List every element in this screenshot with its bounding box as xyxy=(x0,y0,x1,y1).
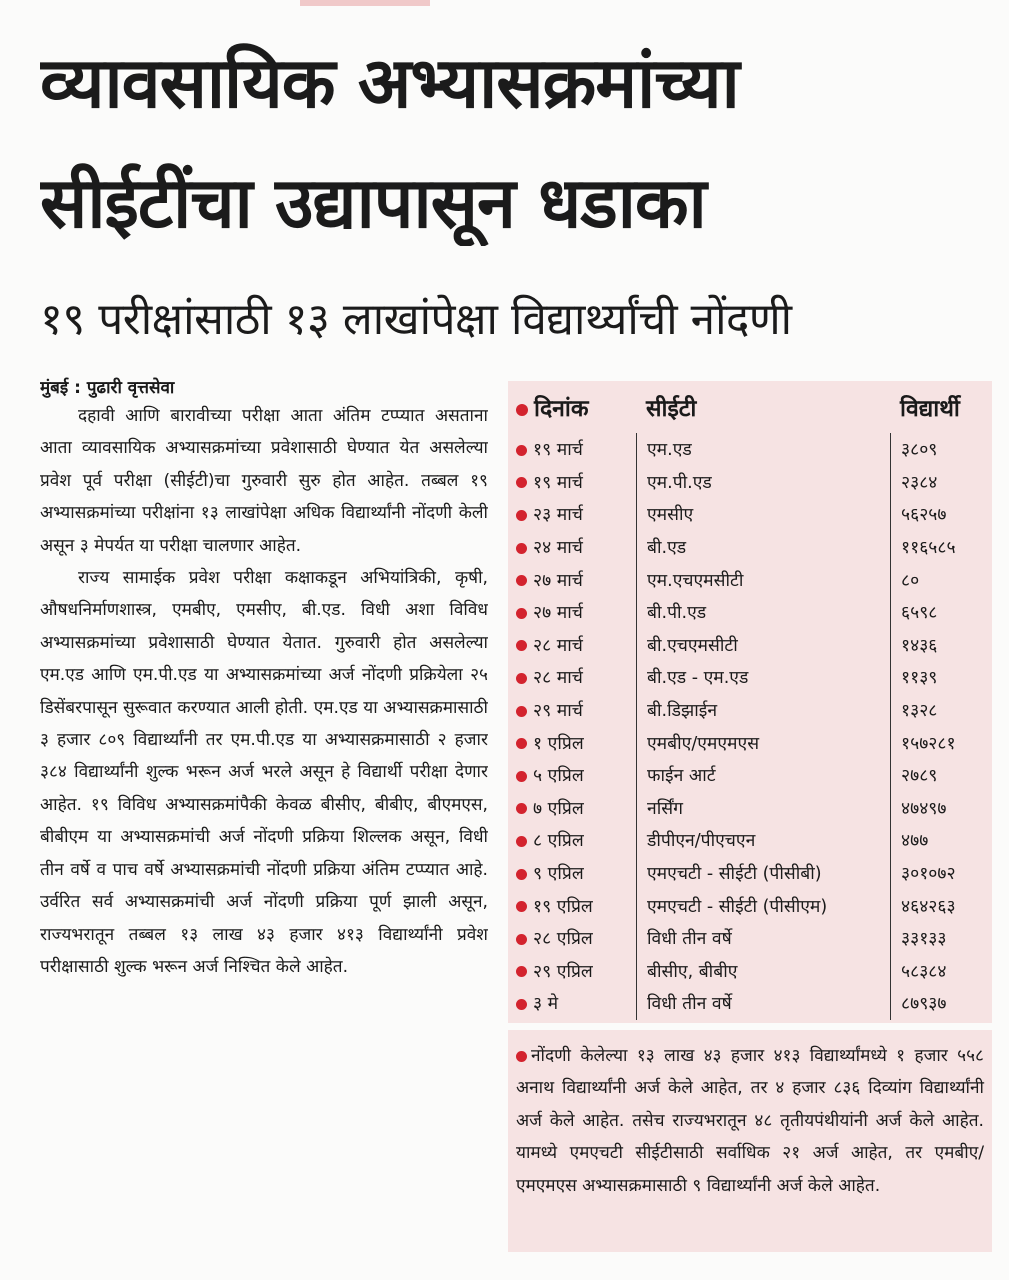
table-row xyxy=(508,661,992,694)
header-students: विद्यार्थी xyxy=(900,396,960,422)
row-students: ३८०९ xyxy=(901,440,938,461)
date-cell xyxy=(508,828,636,852)
cet-cell xyxy=(636,824,890,857)
row-date: २७ मार्च xyxy=(533,570,583,591)
row-cet: डीपीएन/पीएचएन xyxy=(647,831,756,852)
bullet-icon xyxy=(516,640,527,651)
cet-cell xyxy=(636,792,890,825)
table-row xyxy=(508,596,992,629)
row-cet: एम.एचएमसीटी xyxy=(647,570,744,591)
date-cell xyxy=(508,763,636,787)
row-date: २७ मार्च xyxy=(533,603,583,624)
cet-cell xyxy=(636,759,890,792)
students-cell xyxy=(890,563,992,596)
row-students: ८० xyxy=(901,570,920,591)
header-cet: सीईटी xyxy=(646,396,697,422)
row-students: ४७४९७ xyxy=(901,798,947,819)
bullet-icon xyxy=(516,404,528,416)
row-cet: विधी तीन वर्षे xyxy=(647,929,732,950)
bullet-icon xyxy=(516,771,527,782)
row-cet: बी.एड - एम.एड xyxy=(647,668,749,689)
row-students: ८७९३७ xyxy=(901,994,947,1015)
row-students: १४३६ xyxy=(901,635,938,656)
row-cet: एम.पी.एड xyxy=(647,472,712,493)
bullet-icon xyxy=(516,510,527,521)
bullet-icon xyxy=(516,901,527,912)
date-cell xyxy=(508,665,636,689)
table-row xyxy=(508,563,992,596)
students-cell xyxy=(890,629,992,662)
cet-schedule-table xyxy=(508,381,992,1023)
cet-cell xyxy=(636,433,890,466)
article-paragraph-2: राज्य सामाईक प्रवेश परीक्षा कक्षाकडून अभियांत्रिकी, कृषी, औषधनिर्माणशास्त्र, एमबीए, एमसीए, बी.एड. विधी अशा विविध अभ्यासक्रमांच्या प्रवेशासाठी घेण्यात येतात. गुरुवारी होत असलेल्या एम.एड आणि एम.पी.एड या अभ्यासक्रमांच्या अर्ज नोंदणी प्रक्रियेला २५ डिसेंबरपासून सुरूवात करण्यात आली होती. एम.एड या अभ्यासक्रमासाठी ३ हजार ८०९ विद्यार्थ्यांनी तर एम.पी.एड या अभ्यासक्रमासाठी २ हजार ३८४ विद्यार्थ्यांनी शुल्क भरून अर्ज भरले असून हे विद्यार्थी परीक्षा देणार आहेत. १९ विविध अभ्यासक्रमांपैकी केवळ बीसीए, बीबीए, बीएमएस, बीबीएम या अभ्यासक्रमांची अर्ज नोंदणी प्रक्रिया शिल्लक असून, विधी तीन वर्षे व पाच वर्षे अभ्यासक्रमांची नोंदणी प्रक्रिया अंतिम टप्प्यात आहे. उर्वरित सर्व अभ्यासक्रमांची अर्ज नोंदणी प्रक्रिया पूर्ण झाली असून, राज्यभरातून तब्बल १३ लाख ४३ हजार ४१३ विद्यार्थ्यांनी प्रवेश परीक्षासाठी शुल्क भरून अर्ज निश्चित केले आहेत. xyxy=(40,568,488,977)
cet-cell xyxy=(636,466,890,499)
dateline: मुंबई : पुढारी वृत्तसेवा xyxy=(40,378,175,398)
row-date: ५ एप्रिल xyxy=(533,766,584,787)
row-date: २९ एप्रिल xyxy=(533,961,593,982)
row-date: २४ मार्च xyxy=(533,538,583,559)
bullet-icon xyxy=(516,706,527,717)
row-date: १९ एप्रिल xyxy=(533,896,593,917)
bullet-icon xyxy=(516,608,527,619)
subheadline: १९ परीक्षांसाठी १३ लाखांपेक्षा विद्यार्थ्यांची नोंदणी xyxy=(40,294,792,345)
table-row xyxy=(508,889,992,922)
header-students-cell xyxy=(890,381,992,433)
row-cet: नर्सिंग xyxy=(647,798,683,819)
cet-cell xyxy=(636,531,890,564)
row-students: ३०१०७२ xyxy=(901,864,956,885)
cet-cell xyxy=(636,922,890,955)
table-header-row xyxy=(508,381,992,433)
row-students: ४६४२६३ xyxy=(901,896,956,917)
row-date: १९ मार्च xyxy=(533,440,583,461)
students-cell xyxy=(890,922,992,955)
table-row xyxy=(508,987,992,1020)
table-row xyxy=(508,857,992,890)
headline-line-2: सीईटींचा उद्यापासून धडाका xyxy=(40,162,706,244)
date-cell xyxy=(508,633,636,657)
row-students: ३३१३३ xyxy=(901,929,947,950)
table-row xyxy=(508,759,992,792)
row-cet: फाईन आर्ट xyxy=(647,766,716,787)
row-cet: बी.एचएमसीटी xyxy=(647,635,738,656)
students-cell xyxy=(890,987,992,1020)
header-date-cell xyxy=(508,391,636,423)
row-students: ११३९ xyxy=(901,668,938,689)
cet-cell xyxy=(636,955,890,988)
row-cet: एमबीए/एमएमएस xyxy=(647,733,760,754)
bullet-icon xyxy=(516,803,527,814)
row-date: २८ मार्च xyxy=(533,668,583,689)
row-students: ११६५८५ xyxy=(901,538,956,559)
cet-cell xyxy=(636,726,890,759)
students-cell xyxy=(890,857,992,890)
date-cell xyxy=(508,568,636,592)
row-cet: बी.पी.एड xyxy=(647,603,707,624)
row-students: २३८४ xyxy=(901,472,938,493)
row-students: ४७७ xyxy=(901,831,929,852)
cet-cell xyxy=(636,629,890,662)
row-date: ३ मे xyxy=(533,994,559,1015)
article-body xyxy=(40,376,488,1266)
cet-cell xyxy=(636,661,890,694)
header-date: दिनांक xyxy=(534,396,589,422)
table-row xyxy=(508,694,992,727)
students-cell xyxy=(890,792,992,825)
table-row xyxy=(508,531,992,564)
date-cell xyxy=(508,861,636,885)
row-date: २९ मार्च xyxy=(533,701,583,722)
row-students: ५६२५७ xyxy=(901,505,947,526)
row-date: २८ मार्च xyxy=(533,635,583,656)
bullet-icon xyxy=(516,1051,527,1062)
students-cell xyxy=(890,726,992,759)
date-cell xyxy=(508,731,636,755)
bullet-icon xyxy=(516,999,527,1010)
bullet-icon xyxy=(516,738,527,749)
cet-cell xyxy=(636,563,890,596)
date-cell xyxy=(508,437,636,461)
row-date: ९ एप्रिल xyxy=(533,864,584,885)
students-cell xyxy=(890,498,992,531)
students-cell xyxy=(890,694,992,727)
date-cell xyxy=(508,470,636,494)
cet-cell xyxy=(636,596,890,629)
table-row xyxy=(508,433,992,466)
students-cell xyxy=(890,824,992,857)
date-cell xyxy=(508,600,636,624)
bullet-icon xyxy=(516,934,527,945)
date-cell xyxy=(508,959,636,983)
table-row xyxy=(508,955,992,988)
row-students: १३२८ xyxy=(901,701,938,722)
date-cell xyxy=(508,535,636,559)
table-row xyxy=(508,792,992,825)
row-cet: बीसीए, बीबीए xyxy=(647,961,738,982)
row-students: १५७२८१ xyxy=(901,733,956,754)
row-cet: विधी तीन वर्षे xyxy=(647,994,732,1015)
table-row xyxy=(508,922,992,955)
row-students: ५८३८४ xyxy=(901,961,947,982)
cet-cell xyxy=(636,889,890,922)
students-cell xyxy=(890,955,992,988)
row-date: २३ मार्च xyxy=(533,505,583,526)
cet-cell xyxy=(636,498,890,531)
row-date: ८ एप्रिल xyxy=(533,831,584,852)
table-row xyxy=(508,824,992,857)
bullet-icon xyxy=(516,836,527,847)
row-date: १ एप्रिल xyxy=(533,733,584,754)
row-students: २७८९ xyxy=(901,766,938,787)
students-cell xyxy=(890,759,992,792)
header-cet-cell xyxy=(636,381,890,433)
date-cell xyxy=(508,698,636,722)
row-date: ७ एप्रिल xyxy=(533,798,584,819)
table-row xyxy=(508,726,992,759)
bullet-icon xyxy=(516,869,527,880)
bullet-icon xyxy=(516,445,527,456)
row-cet: एम.एड xyxy=(647,440,692,461)
cet-cell xyxy=(636,694,890,727)
students-cell xyxy=(890,661,992,694)
students-cell xyxy=(890,889,992,922)
students-cell xyxy=(890,531,992,564)
bullet-icon xyxy=(516,673,527,684)
students-cell xyxy=(890,596,992,629)
table-row xyxy=(508,466,992,499)
date-cell xyxy=(508,502,636,526)
table-body xyxy=(508,433,992,1020)
headline-line-1: व्यावसायिक अभ्यासक्रमांच्या xyxy=(40,42,739,124)
row-students: ६५९८ xyxy=(901,603,938,624)
bullet-icon xyxy=(516,575,527,586)
note-text: नोंदणी केलेल्या १३ लाख ४३ हजार ४१३ विद्यार्थ्यांमध्ये १ हजार ५५८ अनाथ विद्यार्थ्यांनी अर्ज केले आहेत, तर ४ हजार ८३६ दिव्यांग विद्यार्थ्यांनी अर्ज केले आहेत. तसेच राज्यभरातून ४८ तृतीयपंथीयांनी अर्ज केले आहेत. यामध्ये एमएचटी सीईटीसाठी सर्वाधिक २१ अर्ज आहेत, तर एमबीए/एमएमएस अभ्यासक्रमासाठी ९ विद्यार्थ्यांनी अर्ज केले आहेत. xyxy=(516,1046,984,1196)
bullet-icon xyxy=(516,543,527,554)
students-cell xyxy=(890,466,992,499)
students-cell xyxy=(890,433,992,466)
row-cet: बी.डिझाईन xyxy=(647,701,718,722)
date-cell xyxy=(508,991,636,1015)
row-cet: एमसीए xyxy=(647,505,694,526)
row-cet: एमएचटी - सीईटी (पीसीबी) xyxy=(647,864,822,885)
table-row xyxy=(508,629,992,662)
bullet-icon xyxy=(516,966,527,977)
row-date: २८ एप्रिल xyxy=(533,929,593,950)
bullet-icon xyxy=(516,477,527,488)
top-decoration xyxy=(300,0,430,6)
cet-cell xyxy=(636,857,890,890)
row-cet: बी.एड xyxy=(647,538,687,559)
date-cell xyxy=(508,926,636,950)
row-date: १९ मार्च xyxy=(533,472,583,493)
cet-cell xyxy=(636,987,890,1020)
note-box xyxy=(508,1030,992,1252)
date-cell xyxy=(508,796,636,820)
date-cell xyxy=(508,894,636,918)
article-paragraph-1: दहावी आणि बारावीच्या परीक्षा आता अंतिम टप्प्यात असताना आता व्यावसायिक अभ्यासक्रमांच्या प्रवेशासाठी घेण्यात येत असलेल्या प्रवेश पूर्व परीक्षा (सीईटी)चा गुरुवारी सुरु होत आहेत. तब्बल १९ अभ्यासक्रमांच्या परीक्षांना १३ लाखांपेक्षा अधिक विद्यार्थ्यांनी नोंदणी केली असून ३ मेपर्यत या परीक्षा चालणार आहेत. xyxy=(40,406,488,556)
row-cet: एमएचटी - सीईटी (पीसीएम) xyxy=(647,896,828,917)
table-row xyxy=(508,498,992,531)
